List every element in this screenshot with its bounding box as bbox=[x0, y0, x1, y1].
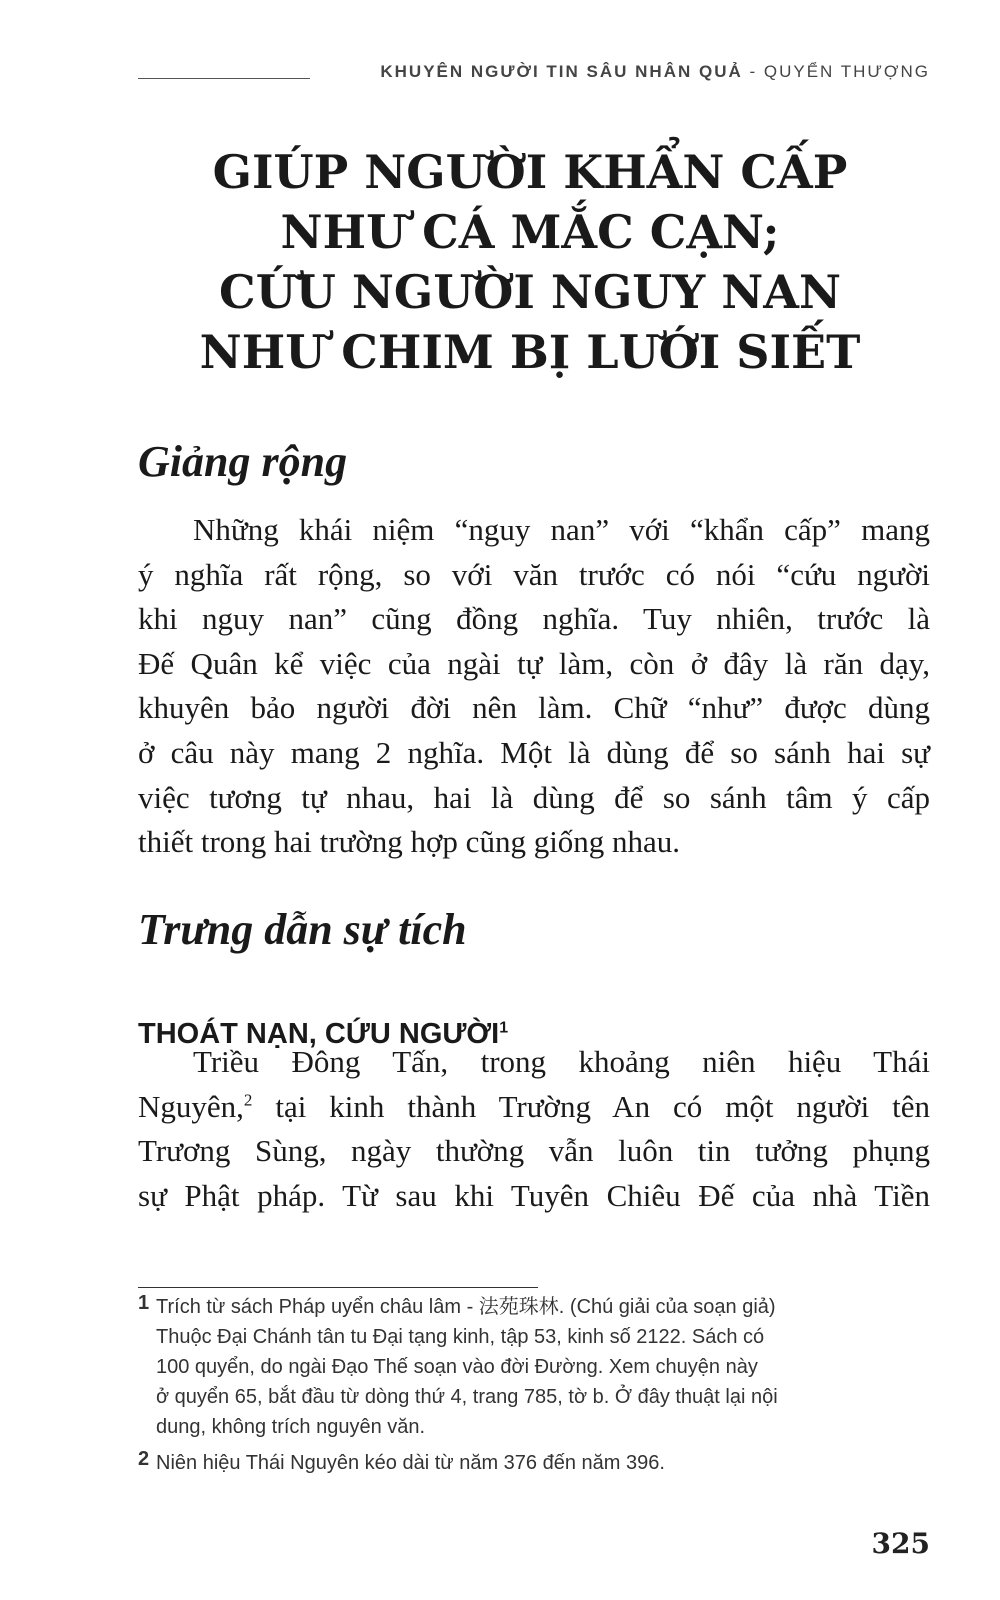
chapter-title-line: GIÚP NGƯỜI KHẨN CẤP bbox=[212, 145, 848, 199]
paragraph-line: sự Phật pháp. Từ sau khi Tuyên Chiêu Đế của nhà Tiền bbox=[138, 1177, 930, 1213]
footnote-line: dung, không trích nguyên văn. bbox=[156, 1416, 426, 1438]
footnote-line: Thuộc Đại Chánh tân tu Đại tạng kinh, tập 53, kinh số 2122. Sách có bbox=[156, 1326, 765, 1348]
footnote-line: Trích từ sách Pháp uyển châu lâm - 法苑珠林. (Chú giải của soạn giả) bbox=[156, 1296, 776, 1318]
header-rule bbox=[138, 78, 310, 79]
paragraph-line: thiết trong hai trường hợp cũng giống nhau. bbox=[138, 824, 681, 860]
chapter-title-line: NHƯ CHIM BỊ LƯỚI SIẾT bbox=[199, 325, 861, 379]
chapter-title-line: NHƯ CÁ MẮC CẠN; bbox=[280, 205, 780, 259]
book-title: KHUYÊN NGƯỜI TIN SÂU NHÂN QUẢ bbox=[380, 62, 743, 81]
footnote-2 bbox=[138, 1448, 930, 1478]
line-text: tại kinh thành Trường An có một người tên bbox=[252, 1088, 930, 1124]
running-header bbox=[138, 62, 930, 92]
volume-label: QUYỂN THƯỢNG bbox=[763, 62, 930, 81]
footnote-number: 1 bbox=[138, 1292, 150, 1314]
paragraph-line: Những khái niệm “nguy nan” với “khẩn cấp” mang bbox=[193, 512, 930, 547]
paragraph-line: ý nghĩa rất rộng, so với văn trước có nói “cứu người bbox=[138, 556, 930, 592]
footnotes bbox=[138, 1292, 930, 1478]
paragraph-line: khi nguy nan” cũng đồng nghĩa. Tuy nhiên, trước là bbox=[138, 601, 930, 637]
paragraph-line: khuyên bảo người đời nên làm. Chữ “như” được dùng bbox=[138, 690, 930, 726]
footnote-line: ở quyển 65, bắt đầu từ dòng thứ 4, trang 785, tờ b. Ở đây thuật lại nội bbox=[156, 1386, 778, 1408]
footnote-1 bbox=[138, 1292, 930, 1442]
paragraph-line: ở câu này mang 2 nghĩa. Một là dùng để so sánh hai sự bbox=[138, 734, 930, 770]
story-title-text: THOÁT NẠN, CỨU NGƯỜI bbox=[138, 1018, 500, 1050]
paragraph-line: việc tương tự nhau, hai là dùng để so sánh tâm ý cấp bbox=[138, 779, 930, 815]
running-header-text bbox=[380, 62, 930, 82]
paragraph-line bbox=[138, 1085, 930, 1130]
story-paragraph bbox=[138, 1040, 930, 1218]
chapter-title bbox=[100, 142, 960, 382]
footnote-line: Niên hiệu Thái Nguyên kéo dài từ năm 376 đến năm 396. bbox=[156, 1452, 665, 1474]
paragraph-line: Đế Quân kể việc của ngài tự làm, còn ở đây là răn dạy, bbox=[138, 645, 930, 681]
paragraph-line: Trương Sùng, ngày thường vẫn luôn tin tưởng phụng bbox=[138, 1133, 930, 1169]
page-number: 325 bbox=[871, 1527, 930, 1560]
header-separator: - bbox=[742, 62, 764, 81]
footnote-ref-2: 2 bbox=[243, 1090, 253, 1110]
line-text: Nguyên, bbox=[138, 1088, 244, 1124]
section-heading-giang-rong: Giảng rộng bbox=[138, 437, 348, 486]
footnote-number: 2 bbox=[138, 1448, 150, 1470]
chapter-title-line: CỨU NGƯỜI NGUY NAN bbox=[219, 265, 841, 319]
footnote-line: 100 quyển, do ngài Đạo Thế soạn vào đời Đường. Xem chuyện này bbox=[156, 1356, 758, 1378]
section-heading-trung-dan: Trưng dẫn sự tích bbox=[138, 905, 467, 954]
explanation-paragraph bbox=[138, 508, 930, 865]
paragraph-line: Triều Đông Tấn, trong khoảng niên hiệu Thái bbox=[193, 1044, 930, 1079]
footnote-ref-1: 1 bbox=[499, 1019, 509, 1037]
footnote-rule bbox=[138, 1287, 538, 1288]
